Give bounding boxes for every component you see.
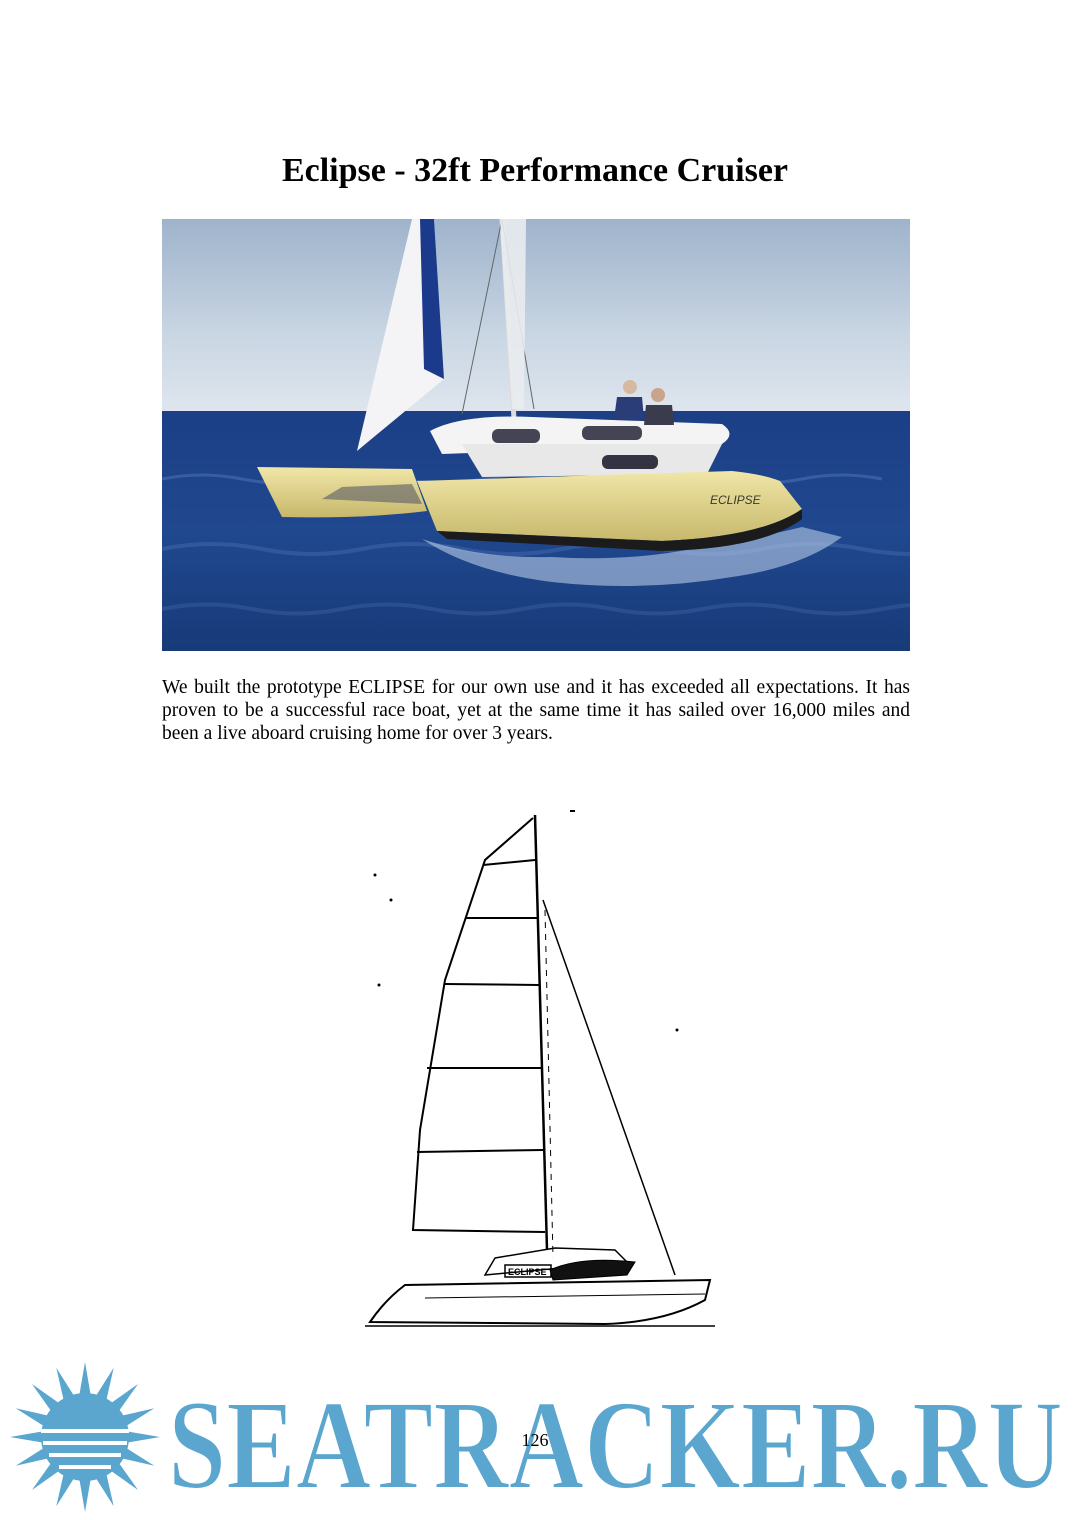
watermark-text: SEATRACKER.RU	[168, 1374, 1063, 1515]
photo-hull-lettering: ECLIPSE	[710, 493, 761, 507]
catamaran-photo	[162, 219, 910, 651]
page-number: 126	[521, 1430, 549, 1450]
drawing-hull-lettering: ECLIPSE	[508, 1267, 547, 1277]
sail-plan-drawing	[365, 800, 725, 1335]
page-title: Eclipse - 32ft Performance Cruiser	[281, 152, 789, 189]
description-paragraph: We built the prototype ECLIPSE for our own use and it has exceeded all expectations. It has proven to be a successful race boat, yet at the same time it has sailed over 16,000 miles and been a live aboard cruising home for over 3 years.	[162, 677, 910, 744]
